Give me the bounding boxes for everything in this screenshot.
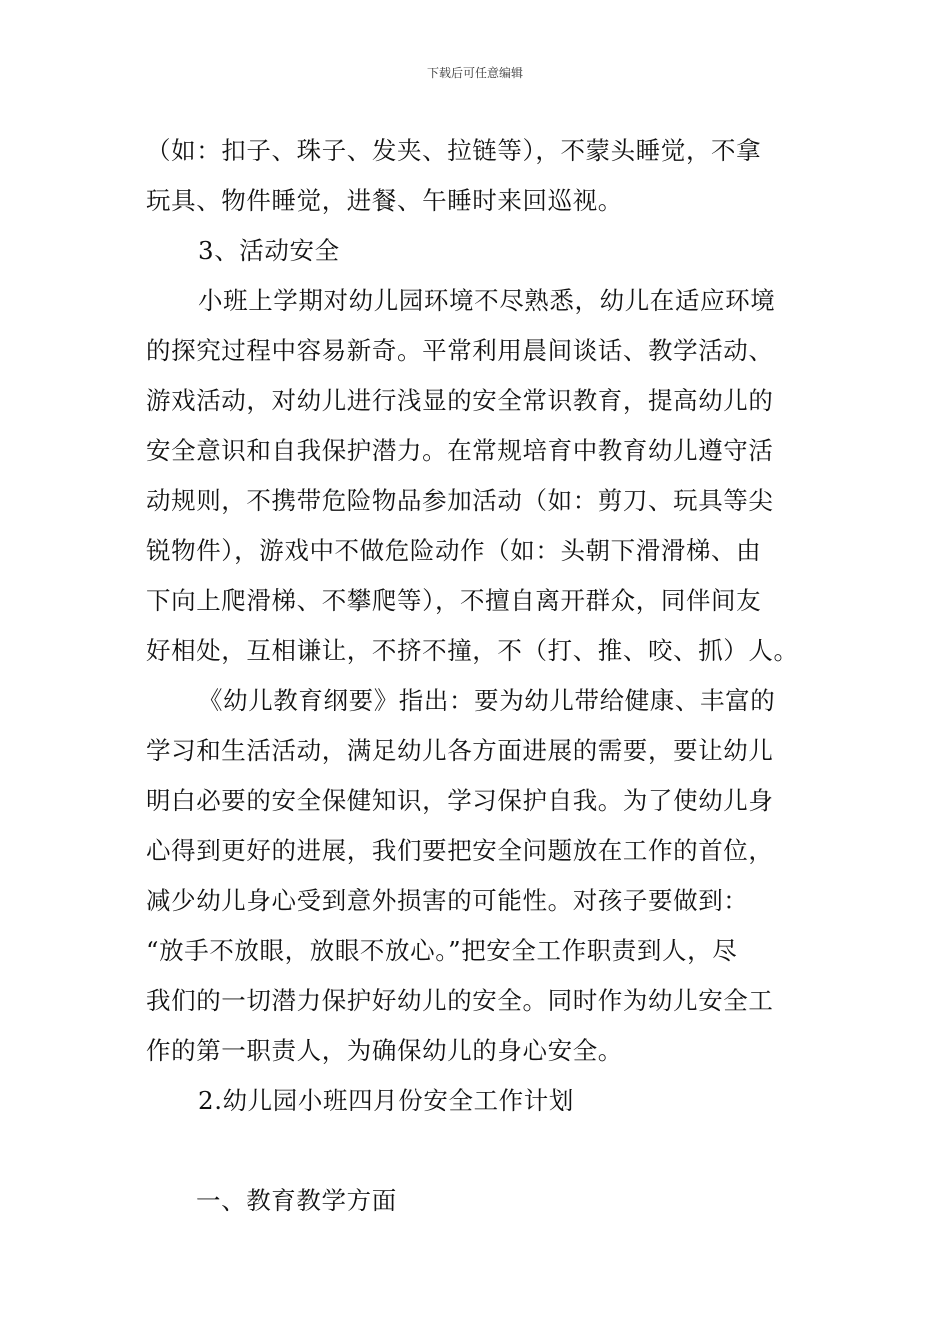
text-line: 的探究过程中容易新奇。平常利用晨间谈话、教学活动、 [146,336,774,365]
document-body [146,126,808,1226]
text-line: 学习和生活活动，满足幼儿各方面进展的需要，要让幼儿 [146,736,774,765]
text-line: 心得到更好的进展，我们要把安全问题放在工作的首位， [146,836,774,865]
text-line: 玩具、物件睡觉，进餐、午睡时来回巡视。 [146,186,623,215]
text-line: “放手不放眼，放眼不放心。”把安全工作职责到人，尽 [146,936,738,965]
text-line: 动规则，不携带危险物品参加活动（如：剪刀、玩具等尖 [146,486,774,515]
text-line: 减少幼儿身心受到意外损害的可能性。对孩子要做到： [146,886,749,915]
text-line: 作的第一职责人，为确保幼儿的身心安全。 [146,1036,623,1065]
section-title: 2.幼儿园小班四月份安全工作计划 [198,1086,574,1115]
section-heading-education: 一、教育教学方面 [196,1186,397,1215]
text-line: 锐物件），游戏中不做危险动作（如：头朝下滑滑梯、由 [146,536,762,565]
text-line: （如：扣子、珠子、发夹、拉链等），不蒙头睡觉，不拿 [146,136,762,165]
page-header: 下载后可任意编辑 [426,66,523,80]
paragraph-start: 《幼儿教育纲要》指出：要为幼儿带给健康、丰富的 [198,686,776,715]
text-line: 明白必要的安全保健知识，学习保护自我。为了使幼儿身 [146,786,774,815]
text-line: 下向上爬滑梯、不攀爬等），不擅自离开群众，同伴间友 [146,586,762,615]
text-line: 安全意识和自我保护潜力。在常规培育中教育幼儿遵守活 [146,436,774,465]
text-line: 我们的一切潜力保护好幼儿的安全。同时作为幼儿安全工 [146,986,774,1015]
text-line: 游戏活动，对幼儿进行浅显的安全常识教育，提高幼儿的 [146,386,774,415]
text-line: 好相处，互相谦让，不挤不撞，不（打、推、咬、抓）人。 [146,636,799,665]
section-heading-activity-safety: 3、活动安全 [198,236,340,265]
paragraph-start: 小班上学期对幼儿园环境不尽熟悉，幼儿在适应环境 [198,286,776,315]
blank-line [146,1126,808,1176]
